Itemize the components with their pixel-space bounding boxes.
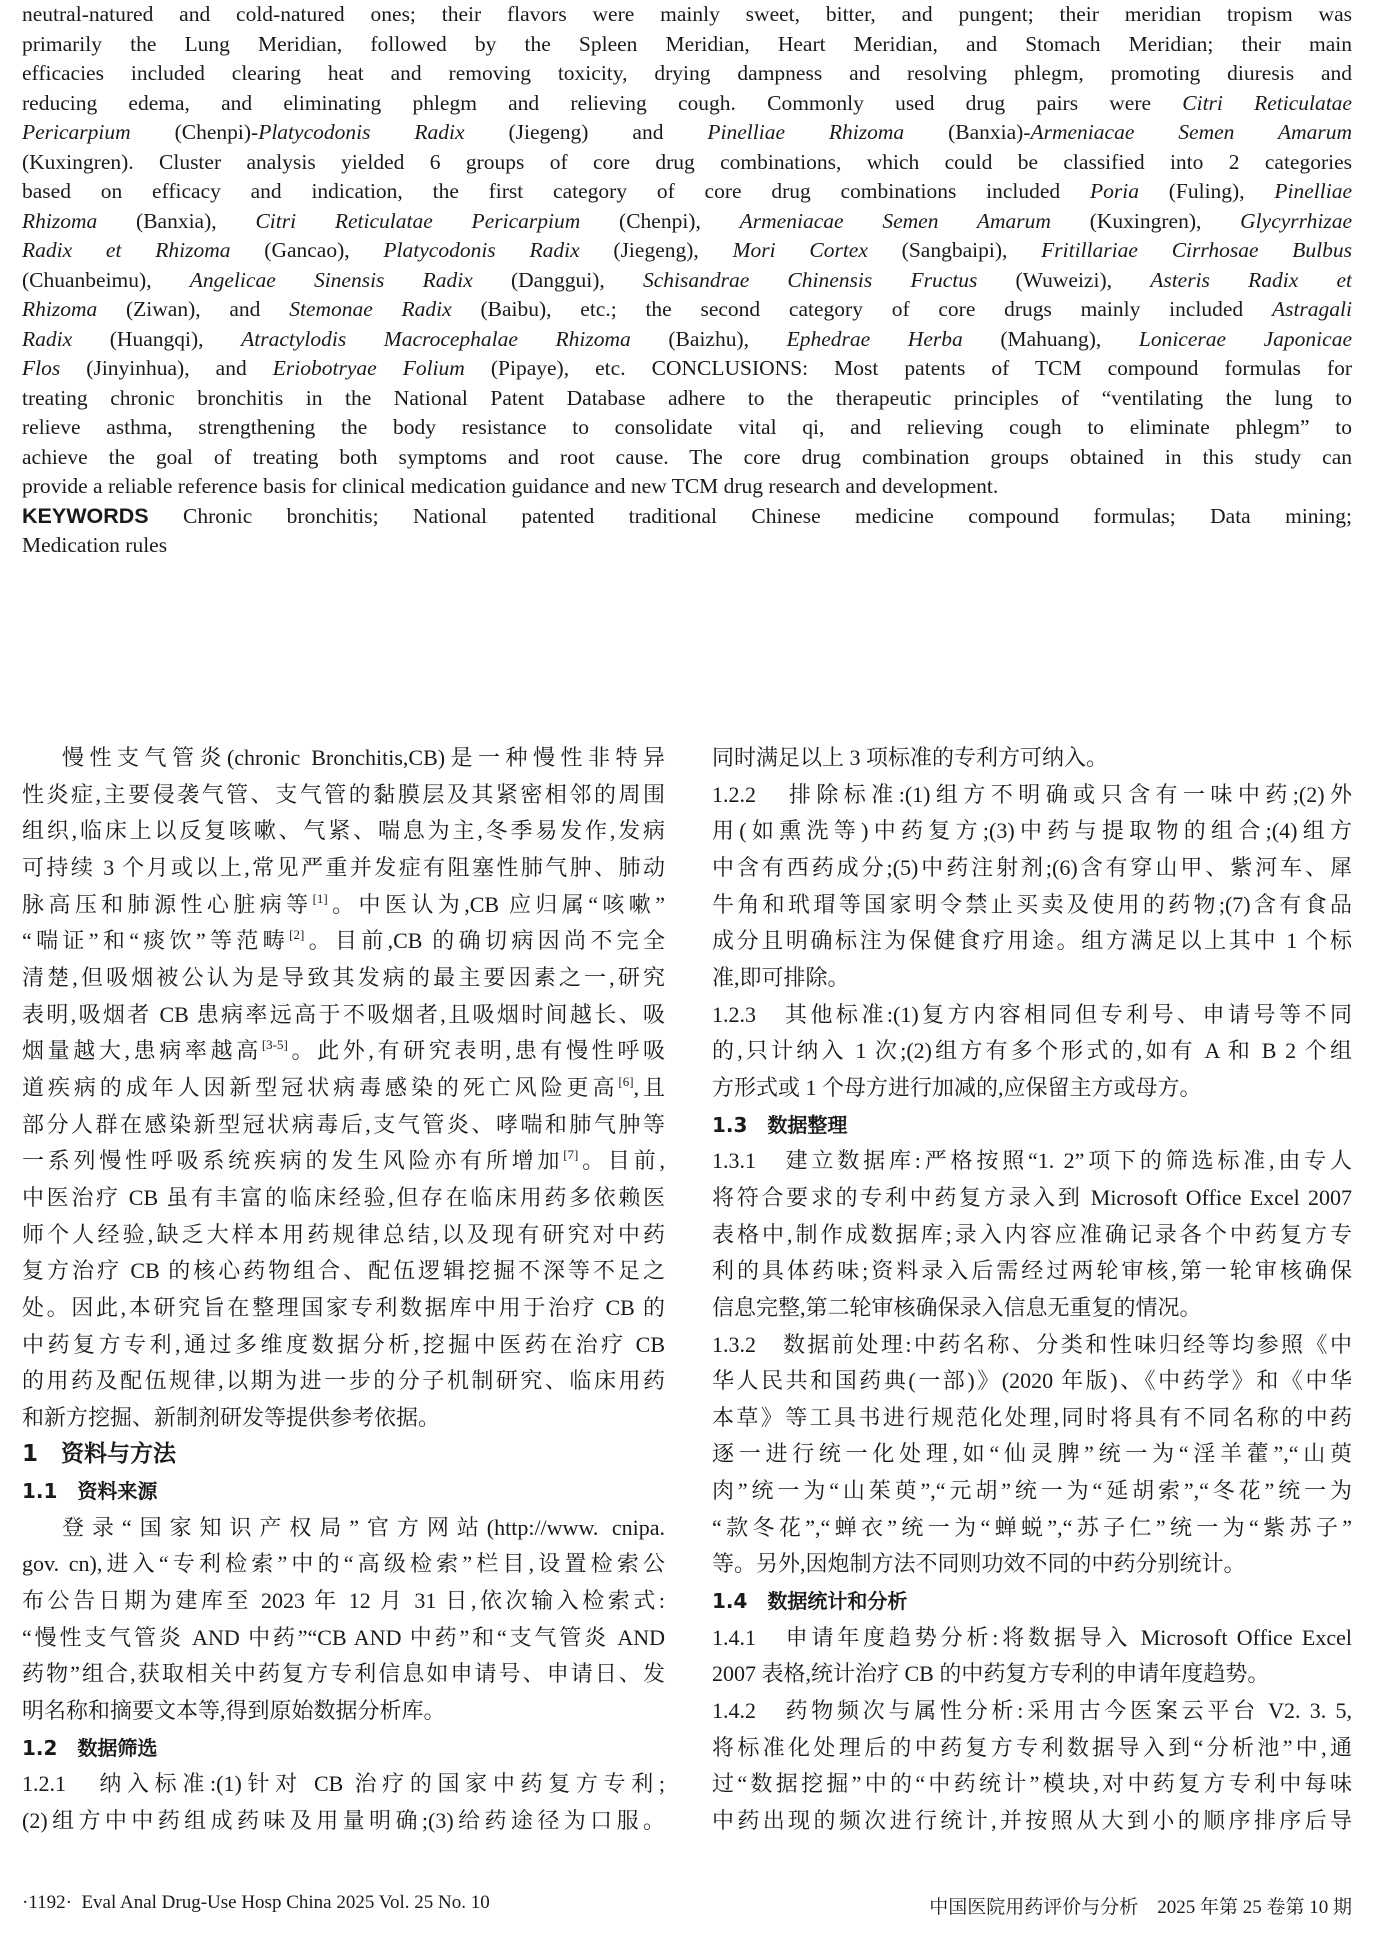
text-line (712, 1217, 1352, 1254)
text-run: based on efficacy and indication, the first category of core drug combinations included (22, 179, 1090, 203)
text-run: 同时满足以上 3 项标准的专利方可纳入。 (712, 745, 1109, 770)
text-run: “慢性支气管炎 AND 中药”“CB AND 中药”和“支气管炎 AND (22, 1624, 665, 1650)
latin-drug-name: Stemonae Radix (289, 297, 452, 321)
text-run: (Chuanbeimu), (22, 267, 190, 292)
text-run: 牛角和玳瑁等国家明令禁止买卖及使用的药物;(7)含有食品 (712, 891, 1352, 917)
text-run: 复方治疗 CB 的核心药物组合、配伍逻辑挖掘不深等不足之 (22, 1258, 665, 1284)
text-run: achieve the goal of treating both symptoms and root cause. The core drug combination groups obtained in this study can (22, 444, 1352, 469)
text-run: 过“数据挖掘”中的“中药统计”模块,对中药复方专利中每味 (712, 1771, 1352, 1797)
text-run: (Gancao), (230, 238, 384, 262)
text-line (22, 1070, 665, 1107)
text-line (22, 1510, 665, 1547)
latin-drug-name: Citri Reticulatae (1182, 90, 1352, 115)
latin-drug-name: Pinelliae (1274, 179, 1352, 203)
text-line (22, 384, 1352, 414)
text-line (22, 1327, 665, 1364)
citation-ref: [3-5] (261, 1037, 288, 1053)
text-line (22, 266, 1352, 296)
text-line (712, 1510, 1352, 1547)
latin-drug-name: Platycodonis Radix (258, 120, 465, 144)
left-column (22, 740, 665, 1840)
text-run: 1.4.1 申请年度趋势分析:将数据导入 Microsoft Office Excel (712, 1624, 1352, 1650)
text-line (22, 295, 1352, 325)
text-run: 部分人群在感染新型冠状病毒后,支气管炎、哮喘和肺气肿等 (22, 1111, 665, 1137)
text-line (22, 1217, 665, 1254)
text-run: 。中医认为,CB 应归属“咳嗽” (327, 891, 665, 917)
section-heading (712, 1107, 1352, 1144)
text-run: 1.2.3 其他标准:(1)复方内容相同但专利号、申请号等不同 (712, 1001, 1352, 1027)
text-line (22, 354, 1352, 384)
text-run: 准,即可排除。 (712, 964, 850, 990)
text-run: 药物”组合,获取相关中药复方专利信息如申请号、申请日、发 (22, 1661, 665, 1687)
text-run: 组织,临床上以反复咳嗽、气紧、喘息为主,冬季易发作,发病 (22, 818, 665, 844)
text-run: 。目前, (578, 1148, 665, 1174)
text-run: 的用药及配伍规律,以期为进一步的分子机制研究、临床用药 (22, 1368, 665, 1394)
text-run: (Banxia), (97, 208, 256, 233)
text-line (22, 148, 1352, 178)
text-line (712, 1546, 1352, 1583)
text-run: ,且 (633, 1074, 665, 1100)
text-line (22, 59, 1352, 89)
text-line (22, 1766, 665, 1803)
text-line (22, 1803, 665, 1840)
text-run: 1.3.1 建立数据库:严格按照“1. 2”项下的筛选标准,由专人 (712, 1148, 1352, 1174)
text-run: primarily the Lung Meridian, followed by the Spleen Meridian, Heart Meridian, and Stomach Meridian; their main (22, 31, 1352, 56)
text-line (22, 177, 1352, 207)
text-run: gov. cn),进入“专利检索”中的“高级检索”栏目,设置检索公 (22, 1551, 665, 1577)
text-line (712, 1620, 1352, 1657)
text-run: 1.2.1 纳入标准:(1)针对 CB 治疗的国家中药复方专利; (22, 1771, 665, 1797)
text-run: 肉”统一为“山茱萸”,“元胡”统一为“延胡索”,“冬花”统一为 (712, 1478, 1352, 1504)
text-line (22, 236, 1352, 266)
text-line (22, 531, 1352, 561)
latin-drug-name: Poria (1089, 179, 1139, 203)
text-line (712, 1253, 1352, 1290)
text-run: 将符合要求的专利中药复方录入到 Microsoft Office Excel 2007 (712, 1184, 1352, 1210)
text-run: 1.4 数据统计和分析 (712, 1589, 908, 1614)
text-line (22, 0, 1352, 30)
text-line (712, 887, 1352, 924)
text-line (22, 207, 1352, 237)
text-line (22, 1620, 665, 1657)
text-run: 1.2.2 排除标准:(1)组方不明确或只含有一味中药;(2)外 (712, 781, 1352, 807)
text-run: (Pipaye), etc. CONCLUSIONS: Most patents of TCM compound formulas for (464, 356, 1352, 380)
text-run: 用(如熏洗等)中药复方;(3)中药与提取物的组合;(4)组方 (712, 818, 1352, 844)
text-run: (Danggui), (472, 267, 643, 292)
text-run: Chronic bronchitis; National patented traditional Chinese medicine compound formulas; Data mining; (148, 503, 1352, 528)
text-line (22, 1033, 665, 1070)
text-line (712, 1693, 1352, 1730)
text-line (22, 1400, 665, 1437)
latin-drug-name: Citri Reticulatae Pericarpium (255, 208, 581, 233)
text-line (22, 1546, 665, 1583)
text-run: 将标准化处理后的中药复方专利数据导入到“分析池”中,通 (712, 1734, 1352, 1760)
text-run: 慢性支气管炎(chronic Bronchitis,CB)是一种慢性非特异 (62, 745, 665, 770)
text-run: (Wuweizi), (977, 267, 1151, 292)
text-run: 明名称和摘要文本等,得到原始数据分析库。 (22, 1698, 446, 1724)
text-line (712, 740, 1352, 777)
latin-drug-name: Ephedrae Herba (786, 326, 963, 351)
text-run: 1.1 资料来源 (22, 1479, 158, 1504)
text-line (712, 1730, 1352, 1767)
text-line (22, 740, 665, 777)
text-run: 利的具体药味;资料录入后需经过两轮审核,第一轮审核确保 (712, 1258, 1352, 1284)
latin-drug-name: Flos (22, 356, 61, 380)
text-run: “喘证”和“痰饮”等范畴 (22, 928, 290, 954)
text-run: 表格中,制作成数据库;录入内容应准确记录各个中药复方专 (712, 1221, 1352, 1247)
text-run: 2007 表格,统计治疗 CB 的中药复方专利的申请年度趋势。 (712, 1661, 1270, 1687)
text-run: 。此外,有研究表明,患有慢性呼吸 (287, 1038, 665, 1064)
text-line (22, 413, 1352, 443)
latin-drug-name: Radix et Rhizoma (22, 238, 231, 262)
text-line (22, 923, 665, 960)
text-run: 烟量越大,患病率越高 (22, 1038, 262, 1064)
text-line (22, 472, 1352, 502)
text-line (712, 923, 1352, 960)
text-run: (Jiegeng), (579, 238, 733, 262)
text-run: 。目前,CB 的确切病因尚不完全 (304, 928, 665, 954)
text-run: provide a reliable reference basis for clinical medication guidance and new TCM drug research and development. (22, 474, 999, 498)
text-run: 1.3 数据整理 (712, 1112, 848, 1137)
text-run: reducing edema, and eliminating phlegm and relieving cough. Commonly used drug pairs were (22, 90, 1183, 115)
text-line (712, 960, 1352, 997)
text-run: 清楚,但吸烟被公认为是导致其发病的最主要因素之一,研究 (22, 964, 665, 990)
text-line (22, 30, 1352, 60)
text-line (22, 997, 665, 1034)
text-line (22, 1143, 665, 1180)
text-run: 道疾病的成年人因新型冠状病毒感染的死亡风险更高 (22, 1074, 619, 1100)
text-run: 方形式或 1 个母方进行加减的,应保留主方或母方。 (712, 1074, 1202, 1100)
text-line (712, 1143, 1352, 1180)
text-run: 1.3.2 数据前处理:中药名称、分类和性味归经等均参照《中 (712, 1331, 1352, 1357)
text-run: (Chenpi), (580, 208, 740, 233)
text-run: 1.2 数据筛选 (22, 1735, 158, 1760)
text-line (712, 1400, 1352, 1437)
section-heading (22, 1473, 665, 1510)
text-line (22, 502, 1352, 532)
latin-drug-name: Atractylodis Macrocephalae Rhizoma (241, 326, 631, 351)
latin-drug-name: Angelicae Sinensis Radix (189, 267, 473, 292)
text-line (22, 1693, 665, 1730)
text-run: 信息完整,第二轮审核确保录入信息无重复的情况。 (712, 1294, 1202, 1320)
text-run: (Huangqi), (72, 326, 242, 351)
footer-journal-chinese: 中国医院用药评价与分析 2025 年第 25 卷第 10 期 (929, 1897, 1352, 1918)
latin-drug-name: Pericarpium (22, 120, 131, 144)
citation-ref: [1] (312, 890, 328, 906)
text-run: (Sangbaipi), (867, 238, 1042, 262)
text-run: “款冬花”,“蝉衣”统一为“蝉蜕”,“苏子仁”统一为“紫苏子” (712, 1514, 1352, 1540)
text-run: 成分且明确标注为保健食疗用途。组方满足以上其中 1 个标 (712, 928, 1352, 954)
text-line (22, 89, 1352, 119)
text-line (22, 1290, 665, 1327)
latin-drug-name: Glycyrrhizae (1240, 208, 1352, 233)
latin-drug-name: Fritillariae Cirrhosae Bulbus (1041, 238, 1352, 262)
text-line (22, 887, 665, 924)
text-line (712, 1803, 1352, 1840)
latin-drug-name: Lonicerae Japonicae (1138, 326, 1352, 351)
text-run: (Chenpi)- (130, 120, 259, 144)
text-run: 逐一进行统一化处理,如“仙灵脾”统一为“淫羊藿”,“山萸 (712, 1441, 1352, 1467)
text-line (22, 850, 665, 887)
text-line (712, 1766, 1352, 1803)
text-run: 表明,吸烟者 CB 患病率远高于不吸烟者,且吸烟时间越长、吸 (22, 1001, 665, 1027)
text-line (712, 997, 1352, 1034)
text-run: neutral-natured and cold-natured ones; their flavors were mainly sweet, bitter, and pungent; their meridian tropism was (22, 2, 1352, 26)
text-line (22, 118, 1352, 148)
latin-drug-name: Eriobotryae Folium (272, 356, 465, 380)
text-line (22, 960, 665, 997)
keywords-label: KEYWORDS (22, 503, 149, 528)
section-heading (22, 1436, 665, 1473)
text-run: (Kuxingren). Cluster analysis yielded 6 groups of core drug combinations, which could be classified into 2 categories (22, 149, 1352, 174)
text-run: (Jiegeng) and (464, 120, 708, 144)
section-heading (712, 1583, 1352, 1620)
text-line (22, 1656, 665, 1693)
citation-ref: [6] (618, 1073, 634, 1089)
text-line (712, 1290, 1352, 1327)
text-run: (Mahuang), (962, 326, 1139, 351)
text-line (22, 443, 1352, 473)
text-run: (Ziwan), and (97, 297, 290, 321)
text-line (22, 1180, 665, 1217)
citation-ref: [7] (563, 1147, 579, 1163)
latin-drug-name: Pinelliae Rhizoma (707, 120, 905, 144)
text-run: treating chronic bronchitis in the National Patent Database adhere to the therapeutic principles of “ventilating the lung to (22, 385, 1352, 410)
text-line (22, 1363, 665, 1400)
text-run: (Baizhu), (630, 326, 787, 351)
latin-drug-name: Astragali (1271, 297, 1352, 321)
latin-drug-name: Rhizoma (22, 297, 98, 321)
text-line (712, 777, 1352, 814)
text-run: 华人民共和国药典(一部)》(2020 年版)、《中药学》和《中华 (712, 1368, 1352, 1394)
text-run: (Banxia)- (904, 120, 1031, 144)
text-run: 登录“国家知识产权局”官方网站(http://www. cnipa. (62, 1514, 665, 1540)
text-run: 脉高压和肺源性心脏病等 (22, 891, 313, 917)
text-run: 性炎症,主要侵袭气管、支气管的黏膜层及其紧密相邻的周围 (22, 781, 665, 807)
latin-drug-name: Asteris Radix et (1150, 267, 1352, 292)
text-line (712, 1656, 1352, 1693)
text-run: 布公告日期为建库至 2023 年 12 月 31 日,依次输入检索式: (22, 1588, 665, 1614)
latin-drug-name: Radix (22, 326, 73, 351)
latin-drug-name: Platycodonis Radix (383, 238, 580, 262)
text-line (712, 1436, 1352, 1473)
latin-drug-name: Schisandrae Chinensis Fructus (642, 267, 978, 292)
text-run: 中药复方专利,通过多维度数据分析,挖掘中医药在治疗 CB (22, 1331, 665, 1357)
text-line (22, 813, 665, 850)
text-line (712, 813, 1352, 850)
text-run: 和新方挖掘、新制剂研发等提供参考依据。 (22, 1404, 441, 1430)
text-line (712, 1327, 1352, 1364)
text-run: 1 资料与方法 (22, 1441, 177, 1468)
text-run: 等。另外,因炮制方法不同则功效不同的中药分别统计。 (712, 1551, 1246, 1577)
text-run: efficacies included clearing heat and removing toxicity, drying dampness and resolving phlegm, promoting diuresis and (22, 61, 1352, 85)
text-line (712, 1363, 1352, 1400)
text-line (712, 1033, 1352, 1070)
text-line (22, 777, 665, 814)
text-run: Medication rules (22, 533, 168, 557)
text-run: 本草》等工具书进行规范化处理,同时将具有不同名称的中药 (712, 1404, 1352, 1430)
latin-drug-name: Rhizoma (22, 208, 98, 233)
text-line (22, 1583, 665, 1620)
footer-journal-info: ·1192· Eval Anal Drug-Use Hosp China 2025 Vol. 25 No. 10 (22, 1892, 490, 1913)
english-abstract (22, 0, 1352, 561)
text-run: (2)组方中中药组成药味及用量明确;(3)给药途径为口服。 (22, 1808, 665, 1834)
latin-drug-name: Armeniacae Semen Amarum (739, 208, 1051, 233)
text-line (22, 1107, 665, 1144)
latin-drug-name: Mori Cortex (732, 238, 868, 262)
text-run: 中含有西药成分;(5)中药注射剂;(6)含有穿山甲、紫河车、犀 (712, 854, 1352, 880)
text-line (712, 1473, 1352, 1510)
text-line (22, 325, 1352, 355)
text-run: 中医治疗 CB 虽有丰富的临床经验,但存在临床用药多依赖医 (22, 1184, 665, 1210)
text-run: 师个人经验,缺乏大样本用药规律总结,以及现有研究对中药 (22, 1221, 665, 1247)
latin-drug-name: Armeniacae Semen Amarum (1030, 120, 1352, 144)
text-line (22, 1253, 665, 1290)
citation-ref: [2] (289, 927, 305, 943)
text-run: (Fuling), (1138, 179, 1275, 203)
text-run: 1.4.2 药物频次与属性分析:采用古今医案云平台 V2. 3. 5, (712, 1698, 1352, 1724)
text-line (712, 1180, 1352, 1217)
text-run: (Jinyinhua), and (60, 356, 273, 380)
text-run: 一系列慢性呼吸系统疾病的发生风险亦有所增加 (22, 1148, 564, 1174)
text-line (712, 1070, 1352, 1107)
text-run: relieve asthma, strengthening the body resistance to consolidate vital qi, and relieving cough to eliminate phlegm” to (22, 415, 1352, 439)
text-run: 的,只计纳入 1 次;(2)组方有多个形式的,如有 A 和 B 2 个组 (712, 1038, 1352, 1064)
text-run: 中药出现的频次进行统计,并按照从大到小的顺序排序后导 (712, 1808, 1352, 1834)
right-column (712, 740, 1352, 1840)
text-line (712, 850, 1352, 887)
section-heading (22, 1730, 665, 1767)
text-run: 处。因此,本研究旨在整理国家专利数据库中用于治疗 CB 的 (22, 1294, 665, 1320)
text-run: (Baibu), etc.; the second category of core drugs mainly included (451, 297, 1272, 321)
text-run: 可持续 3 个月或以上,常见严重并发症有阻塞性肺气肿、肺动 (22, 854, 665, 880)
text-run: (Kuxingren), (1050, 208, 1241, 233)
